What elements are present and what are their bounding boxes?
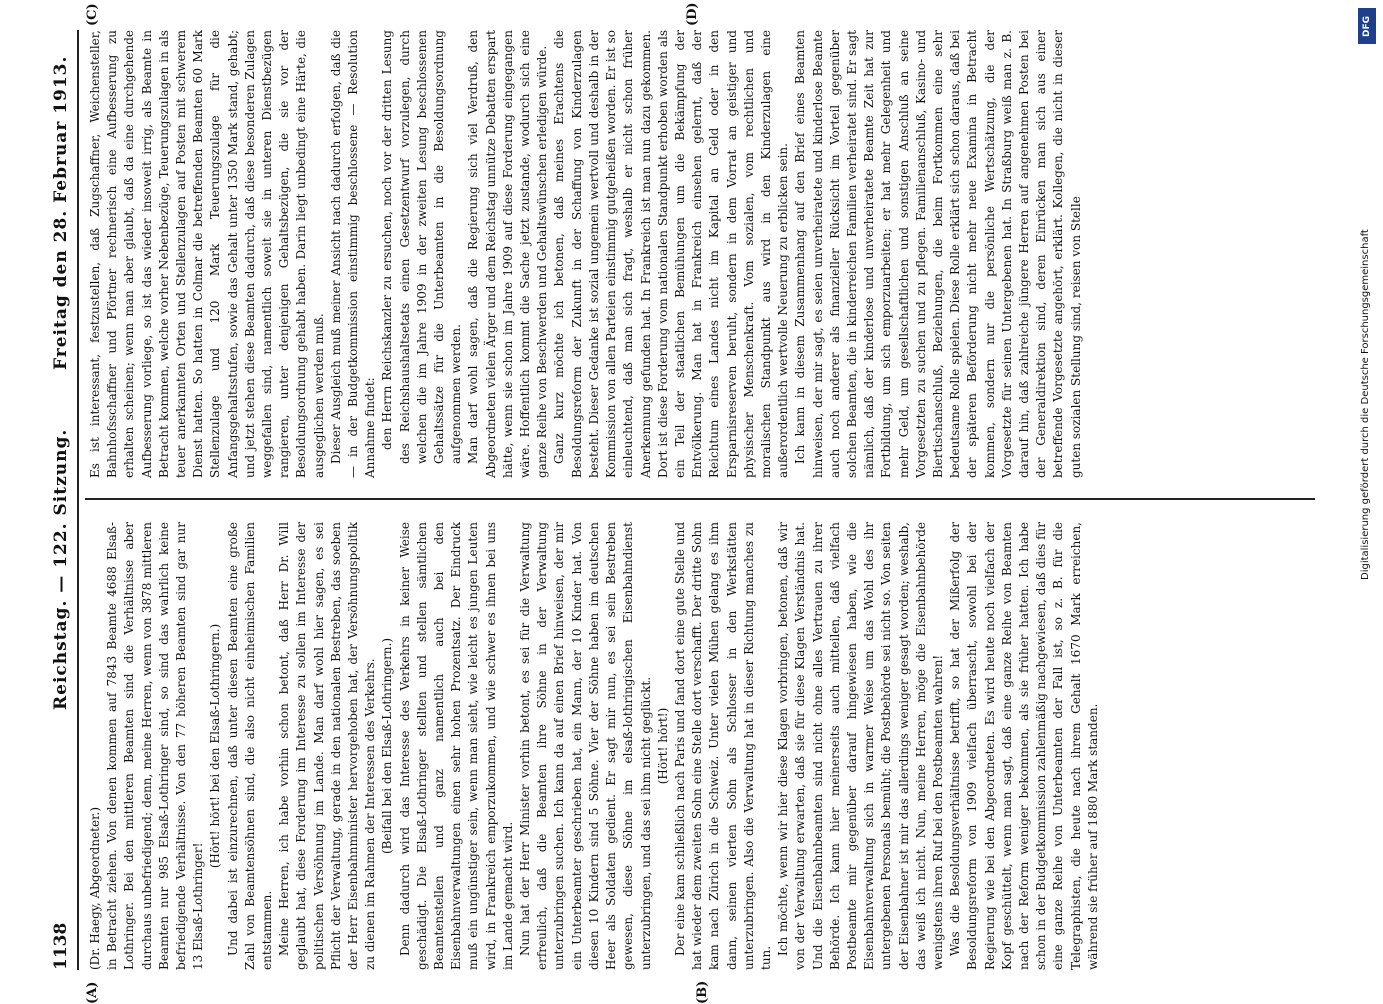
interjection: (Beifall bei den Elsaß-Lothringern.) <box>380 637 395 855</box>
header-rule <box>77 30 79 970</box>
paragraph: Und dabei ist einzurechnen, daß unter diesen Beamten eine große Zahl von Beamtensöhnen sind, die also nicht einheimischen Familien entstammen. <box>225 522 275 970</box>
paragraph: Nun hat der Herr Minister vorhin betont, es sei für die Verwaltung erfreulich, daß die Beamten ihre Söhne in der Verwaltung unterzubringen suchen. Ich kann da auf einen Brief hinweisen, der mir ein Unterbeamter geschrieben hat, ein Mann, der 10 Kinder hat. Von diesen 10 Kindern sind 5 Söhne. Vier der Söhne haben im deutschen Heer als Soldaten gedient. Er sagt mir nun, es sei sein Bestreben gewesen, diese Söhne im elsaß-lothringischen Eisenbahndienst unterzubringen, und das sei ihm nicht geglückt. <box>518 522 653 970</box>
right-column <box>87 30 1287 478</box>
paragraph: Was die Besoldungsverhältnisse betrifft, so hat der Mißerfolg der Besoldungsreform von 1909 vielfach überrascht, sowohl bei der Regierung wie bei den Abgeordneten. Es wird heute noch vielfach der Kopf geschüttelt, wenn man sagt, daß eine ganze Reihe von Beamten nach der Reform weniger bekommen, als sie früher hatten. Ich habe schon in der Budgetkommission zahlenmäßig nachgewiesen, daß dies für eine ganze Reihe von Unterbeamten der Fall ist, so z. B. für die Telegraphisten, die heute nach ihrem Gehalt 1670 Mark erreichen, während sie früher auf 1880 Mark standen. <box>948 522 1100 970</box>
digitization-credit: Digitalisierung gefördert durch die Deutsche Forschungsgemeinschaft <box>1360 229 1371 580</box>
rotated-page <box>45 2 1345 1004</box>
marker-d: (D) <box>685 2 700 26</box>
paragraph: Es ist interessant, festzustellen, daß Zugschaffner, Weichensteller, Bahnhofsschaffner und Pförtner rechnerisch eine Aufbesserung zu erhalten scheinen; wenn man aber glaubt, daß da eine durchgehende Aufbesserung vorliege, so ist das wieder insoweit irrig, als Beamte in Betracht kommen, welche vorher Nebenbezüge, Teuerungszulagen in als teuer anerkannten Orten und Stellenzulagen auf Posten mit schwerem Dienst hatten. So hatten in Colmar die betreffenden Beamten 60 Mark Stellenzulage und 120 Mark Teuerungszulage für die Anfangsgehaltsstufen, sowie das Gehalt unter 1350 Mark stand, gehabt; und jetzt stehen diese Beamten dadurch, daß diese besonderen Zulagen weggefallen sind, namentlich soweit sie in unteren Dienstbezügen rangieren, unter denjenigen Gehaltsbezügen, die sie vor der Besoldungsordnung gehabt haben. Darin liegt unbedingt eine Härte, die ausgeglichen werden muß. <box>88 30 326 478</box>
paragraph: Ich möchte, wenn wir hier diese Klagen vorbringen, betonen, daß wir von der Verwaltung erwarten, daß sie für diese Klagen Verständnis hat. Und die Eisenbahnbeamten sind nicht ohne alles Vertrauen zu ihrer Behörde. Ich kann hier meinerseits auch mitteilen, daß vielfach Postbeamte mir gegenüber darauf hingewiesen haben, wie die Eisenbahnverwaltung sich in warmer Weise um das Wohl des ihr untergebenen Personals bemüht; die Postbehörde sei nicht so. Von seiten der Eisenbahner ist mir das allerdings weniger gesagt worden; weshalb, das weiß ich nicht. Nun, meine Herren, möge die Eisenbahnbehörde wenigstens ihren Ruf bei den Postbeamten wahren! <box>776 522 945 970</box>
paragraph: Denn dadurch wird das Interesse des Verkehrs in keiner Weise geschädigt. Die Elsaß-Lothringer stellten und stellen sämtlichen Beamtenstellen und ganz namentlich auch bei den Eisenbahnverwaltungen einen sehr hohen Prozentsatz. Der Eindruck muß ein ungünstiger sein, wenn man sieht, wie leicht es jungen Leuten wird, in Frankreich emporzukommen, und wie schwer es ihnen bei uns im Lande gemacht wird. <box>397 522 515 970</box>
interjection: (Hört! hört!) <box>655 707 670 785</box>
marker-b: (B) <box>695 980 710 1004</box>
paragraph: Man darf wohl sagen, daß die Regierung sich viel Verdruß, den Abgeordneten vielen Ärger und dem Reichstag unnütze Debatten erspart hätte, wenn sie schon im Jahre 1909 auf diese Forderung eingegangen wäre. Hoffentlich kommt die Sache jetzt zustande, wodurch sich eine ganze Reihe von Beschwerden und Gehaltswünschen erledigen würde. <box>466 30 550 478</box>
marker-c: (C) <box>85 3 100 26</box>
session-title: Reichstag. — 122. Sitzung. <box>51 428 71 710</box>
paragraph: Ich kann in diesem Zusammenhang auf den Brief eines Beamten hinweisen, der mir sagt, es seien unverheiratete und kinderlose Beamte auch noch anderer als finanzieller Rücksicht im Vorteil gegenüber solchen Beamten, die in kinderreichen Familien verheiratet sind. Er sagt nämlich, daß der kinderlose und unverheiratete Beamte Zeit hat zur Fortbildung, um sich emporzuarbeiten; er hat mehr Gelegenheit und mehr Geld, um gesellschaftlichen und sonstigen Anschluß an seine Vorgesetzten zu suchen und zu pflegen. Familienanschluß, Kasino- und Biertischanschluß, Beziehungen, die beim Fortkommen eine sehr bedeutsame Rolle spielen. Diese Rolle erklärt sich schon daraus, daß bei der späteren Beförderung nicht mehr neue Examina in Betracht kommen, sondern nur die persönliche Wertschätzung, die der Vorgesetzte für seinen Untergebenen hat. In Straßburg weiß man z. B. darauf hin, daß zahlreiche jüngere Herren auf angenehmen Posten bei der Generaldirektion sind, deren Einrücken man sich aus einer betreffende Vorgesetzte angehört, erklärt. Kollegen, die nicht in dieser guten sozialen Stellung sind, reisen von Stelle <box>793 30 1083 478</box>
speaker-line: (Dr. Haegy, Abgeordneter.) <box>88 806 102 970</box>
paragraph: in Betracht ziehen. Von denen kommen auf 7843 Beamte 4688 Elsaß-Lothringer. Bei den mittleren Beamten sind die Verhältnisse aber durchaus unbefriedigend; denn, meine Herren, wenn von 3878 mittleren Beamten nur 985 Elsaß-Lothringer sind, so sind das wahrlich keine befriedigende Verhältnisse. Von den 77 höheren Beamten sind gar nur 13 Elsaß-Lothringer! <box>105 522 206 970</box>
session-date: Freitag den 28. Februar 1913. <box>51 55 71 370</box>
resolution-quote: den Herrn Reichskanzler zu ersuchen, noch vor der dritten Lesung des Reichshaushaltsetats einen Gesetzentwurf vorzulegen, durch welchen die im Jahre 1909 in der zweiten Lesung beschlossenen Gehaltssätze für die Unterbeamten in die Besoldungsordnung aufgenommen werden. <box>380 30 464 464</box>
paragraph: Dieser Ausgleich muß meiner Ansicht nach dadurch erfolgen, daß die — in der Budgetkommission einstimmig beschlossene — Resolution Annahme findet: <box>328 30 378 478</box>
paragraph: Meine Herren, ich habe vorhin schon betont, daß Herr Dr. Will geglaubt hat, diese Forderung im Interesse zu sollen im Interesse der politischen Versöhnung im Lande. Man darf wohl hier sagen, es sei Pflicht der Verwaltung, gerade in den nationalen Bestreben, das soeben der Herr Eisenbahnminister hervorgehoben hat, der Versöhnungspolitik zu dienen im Rahmen der Interessen des Verkehrs. <box>277 522 378 970</box>
interjection: (Hört! hört! bei den Elsaß-Lothringern.) <box>208 623 223 869</box>
page-header <box>45 30 79 970</box>
paragraph: Der eine kam schließlich nach Paris und fand dort eine gute Stelle und hat wieder dem zweiten Sohn eine Stelle dort verschafft. Der dritte Sohn kam nach Zürich in die Schweiz. Unter vielen Mühen gelang es ihm dann, seinen vierten Sohn als Schlosser in den Werkstätten unterzubringen. Also die Verwaltung hat in dieser Richtung manches zu tun. <box>672 522 773 970</box>
page-number: 1138 <box>51 922 71 970</box>
left-column <box>87 522 1287 970</box>
marker-a: (A) <box>85 981 100 1004</box>
paragraph: Ganz kurz möchte ich betonen, daß meines Erachtens die Besoldungsreform der Zukunft in der Schaffung von Kinderzulagen besteht. Dieser Gedanke ist sozial ungemein wertvoll und deshalb in der Kommission von allen Parteien einstimmig gutgeheißen worden. Er ist so einleuchtend, daß man sich fragt, weshalb er nicht schon früher Anerkennung gefunden hat. In Frankreich ist man nun dazu gekommen. Dort ist diese Forderung vom nationalen Standpunkt erhoben worden als ein Teil der staatlichen Bemühungen um die Bekämpfung der Entvölkerung. Man hat in Frankreich einsehen gelernt, daß der Reichtum eines Landes nicht im Kapital an Geld oder in den Ersparnisreserven beruht, sondern in dem Vorrat an geistiger und physischer Menschenkraft. Vom sozialen, vom rechtlichen und moralischen Standpunkt aus wird in den Kinderzulagen eine außerordentlich wertvolle Neuerung zu erblicken sein. <box>552 30 791 478</box>
dfg-logo: DFG <box>1358 8 1376 44</box>
column-divider <box>85 498 1315 500</box>
